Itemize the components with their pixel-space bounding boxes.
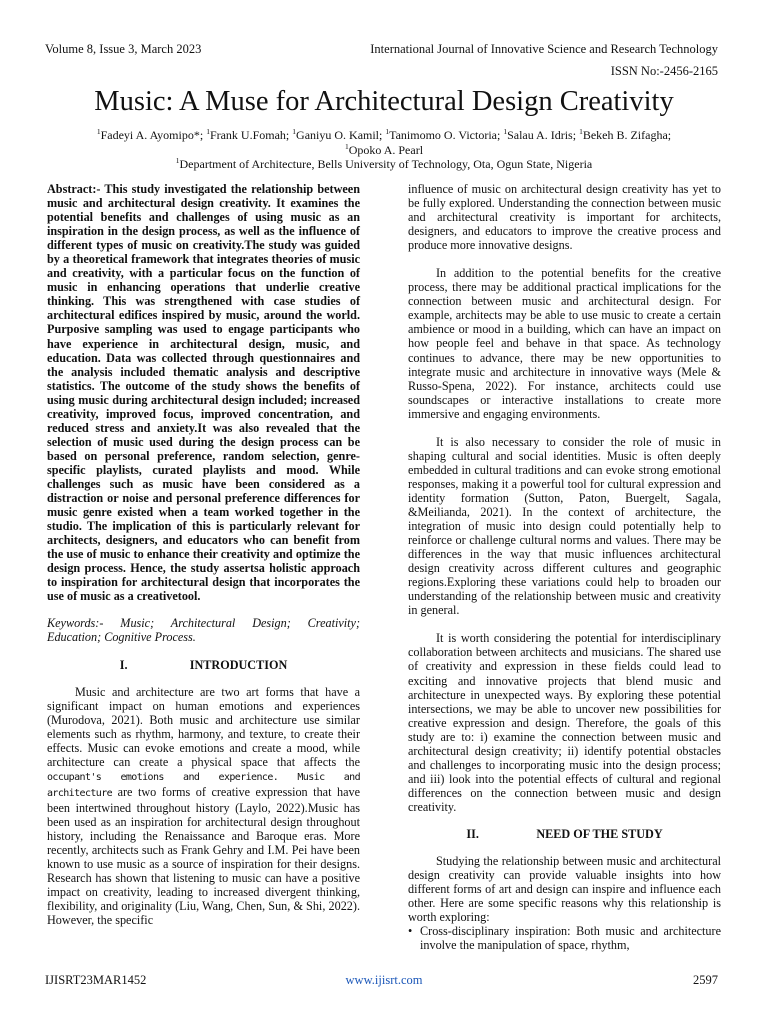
bullet-icon: • bbox=[408, 924, 413, 939]
author: $^1$Opoko A. Pearl bbox=[344, 141, 424, 157]
author: $^1$Ganiyu O. Kamil; bbox=[292, 127, 386, 142]
body-paragraph: Studying the relationship between music and architectural design creativity can provide valuable insights into how different forms of art and design can inspire and influence each other. Here are some specific reasons why this relationship is worth exploring: bbox=[408, 854, 721, 925]
affiliation-mark: 1 bbox=[344, 141, 349, 151]
author: $^1$Bekeh B. Zifagha; bbox=[579, 127, 672, 142]
body-paragraph: influence of music on architectural design creativity has yet to be fully explored. Understanding the connection between music and architectural creativity is important for architects, designers, and educators to improve the creative process and produce more innovative designs. bbox=[408, 182, 721, 253]
issn: ISSN No:-2456-2165 bbox=[610, 64, 718, 78]
journal-website-link[interactable]: www.ijisrt.com bbox=[345, 973, 423, 987]
section-heading-need bbox=[408, 827, 721, 841]
right-column bbox=[408, 182, 721, 952]
section-title: NEED OF THE STUDY bbox=[536, 826, 663, 841]
body-paragraph: It is also necessary to consider the role of music in shaping cultural and social identities. Music is often deeply embedded in cultural traditions and can evoke strong emotional responses, making it a powerful tool for cultural expression and identity formation (Sutton, Paton, Buergelt, Sagala, &Meilianda, 2021). In the context of architecture, the integration of music into design could potentially help to reinforce or challenge cultural norms and values. There may be differences in the way that music influences architectural design creativity across different cultures and geographic regions.Exploring these variations could help to broaden our understanding of the relationship between music and creativity in general. bbox=[408, 434, 721, 618]
body-paragraph: In addition to the potential benefits for the creative process, there may be additional practical implications for the connection between music and architectural design. For example, architects may be able to use music to create a certain ambience or mood in a building, which can have an impact on how people feel and behave in that space. As technology continues to advance, there may be new opportunities to integrate music and architecture in innovative ways (Mele & Russo-Spena, 2022). For instance, architects could use soundscapes or interactive installations to create more immersive and engaging environments. bbox=[408, 266, 721, 421]
affiliation-mark: 1 bbox=[96, 127, 101, 136]
body-paragraph: It is worth considering the potential for interdisciplinary collaboration between architects and musicians. The shared use of creativity and expression in these fields could lead to exciting and innovative projects that blend music and architecture in unexpected ways. By exploring these potential intersections, we may be able to uncover new possibilities for creative expression and design. Therefore, the goals of this study are to: i) examine the connection between music and architectural design creativity; ii) identify potential obstacles and challenges to incorporating music into the design process; and iii) look into the potential effects of cultural and regional differences on the connection between music and design creativity. bbox=[408, 631, 721, 814]
volume-issue: Volume 8, Issue 3, March 2023 bbox=[45, 42, 202, 56]
author: $^1$Fadeyi A. Ayomipo*; bbox=[96, 127, 207, 142]
affiliation-mark: 1 bbox=[579, 127, 583, 136]
left-column bbox=[47, 182, 360, 927]
author: $^1$Frank U.Fomah; bbox=[206, 127, 293, 142]
abstract: Abstract:- This study investigated the relationship between music and architectural design creativity. It examines the potential benefits and challenges of using music as an inspiration in the design process, as well as the influence of different types of music on creativity.The study was guided by a theoretical framework that integrates theories of music and creativity, with a particular focus on the function of music in enhancing operations that underlie creative thinking. This was strengthened with case studies of architectural edifices inspired by music, around the world. Purposive sampling was used to engage participants who have experience in architectural design, music, and education. Data was collected through questionnaires and the analysis included thematic analysis and descriptive statistics. The outcome of the study shows the benefits of using music during architectural design included; increased creativity, improved focus, improved concentration, and reduced stress and anxiety.It was also revealed that the selection of music used during the design process can be based on personal preference, random selection, genre-specific playlists, curated playlists and mood. While challenges such as music have been considered as a distraction or noise and personal preference differences for music genre existed when a team worked together in the studio. The implication of this is particularly relevant for architects, designers, and educators who can benefit from the use of music to enhance their creativity and optimize the design process. Hence, the study assertsa holistic approach to inspiration for architectural design that incorporates the use of music as a creativetool. bbox=[47, 182, 360, 604]
journal-name: International Journal of Innovative Science and Research Technology bbox=[370, 42, 718, 56]
keywords: Keywords:- Music; Architectural Design; Creativity; Education; Cognitive Process. bbox=[47, 616, 360, 645]
affiliation: $^1$Department of Architecture, Bells University of Technology, Ota, Ogun State, Nigeria bbox=[175, 156, 593, 171]
introduction-paragraph: Music and architecture are two art forms that have a significant impact on human emotions and experiences (Murodova, 2021). Both music and architecture use similar elements such as rhythm, harmony, and texture, to create their effects. Music can evoke emotions and create a mood, while architecture can create a physical space that affects the occupant's emotions and experience. Music and architecture are two forms of creative expression that have been intertwined throughout history (Laylo, 2022).Music has been used as an inspiration for architectural design throughout history, including the Renaissance and Baroque eras. More recently, architects such as Frank Gehry and I.M. Pei have been known to use music as a source of inspiration for their designs. Research has shown that listening to music can have a positive impact on creativity, leading to increased divergent thinking, flexibility, and originality (Liu, Wang, Chen, Sun, & Shi, 2022). However, the specific bbox=[47, 684, 360, 928]
section-title: INTRODUCTION bbox=[189, 657, 288, 672]
affiliation-mark: 1 bbox=[292, 127, 297, 136]
paper-id: IJISRT23MAR1452 bbox=[45, 973, 147, 987]
author: $^1$Tanimomo O. Victoria; bbox=[385, 127, 504, 142]
affiliation-mark: 1 bbox=[385, 127, 390, 136]
affiliation-mark: 1 bbox=[175, 156, 180, 165]
affiliation-mark: 1 bbox=[206, 127, 210, 136]
list-item-text: Cross-disciplinary inspiration: Both music and architecture involve the manipulation of space, rhythm, bbox=[420, 924, 721, 953]
paper-title: Music: A Muse for Architectural Design Creativity bbox=[94, 86, 674, 117]
section-number: I. bbox=[119, 657, 128, 672]
affiliation-mark: 1 bbox=[503, 127, 508, 136]
section-number: II. bbox=[466, 826, 479, 841]
list-item bbox=[408, 924, 721, 952]
page-number: 2597 bbox=[693, 973, 718, 987]
author: $^1$Salau A. Idris; bbox=[503, 127, 580, 142]
author-list bbox=[60, 128, 708, 157]
section-heading-introduction bbox=[47, 658, 360, 672]
